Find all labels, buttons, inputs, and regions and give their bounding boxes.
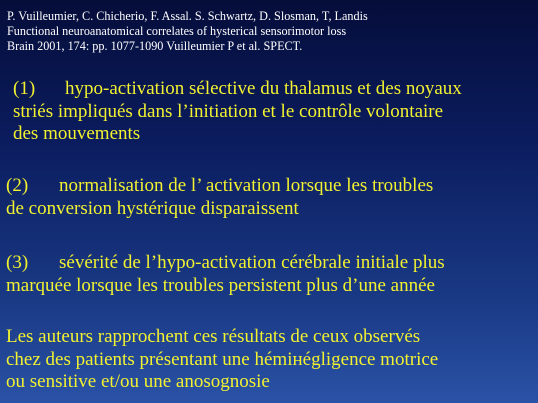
reference-block: [7, 9, 527, 54]
finding-1-line-2: striés impliqués dans l’initiation et le contrôle volontaire: [13, 100, 444, 122]
finding-2-text-1: normalisation de l’ activation lorsque les troubles: [59, 175, 434, 196]
finding-3: [6, 252, 445, 297]
finding-3-number: (3): [6, 252, 29, 273]
finding-2: [6, 175, 433, 220]
conclusion: [6, 326, 438, 394]
reference-authors: P. Vuilleumier, C. Chicherio, F. Assal. S. Schwartz, D. Slosman, T, Landis: [7, 9, 368, 23]
finding-3-line-2: marquée lorsque les troubles persistent plus d’une année: [6, 274, 435, 296]
finding-3-line-1: [6, 252, 445, 275]
finding-1-line-1: [13, 78, 462, 101]
conclusion-line-3: ou sensitive et/ou une anosognosie: [6, 371, 270, 392]
finding-1-text-1: hypo-activation sélective du thalamus et des noyaux: [65, 78, 462, 99]
finding-1-line-3: des mouvements: [13, 123, 141, 144]
finding-1: [13, 78, 462, 146]
reference-title: Functional neuroanatomical correlates of hysterical sensorimotor loss: [7, 24, 347, 38]
finding-3-text-1: sévérité de l’hypo-activation cérébrale initiale plus: [59, 252, 445, 273]
reference-citation: Brain 2001, 174: pp. 1077-1090 Vuilleumier P et al. SPECT.: [7, 39, 303, 53]
conclusion-line-1: Les auteurs rapprochent ces résultats de ceux observés: [6, 326, 421, 347]
finding-1-number: (1): [13, 78, 36, 99]
finding-2-number: (2): [6, 175, 29, 196]
conclusion-line-2: chez des patients présentant une hémінégligence motrice: [6, 348, 439, 370]
finding-2-line-1: [6, 175, 433, 198]
finding-2-line-2: de conversion hystérique disparaissent: [6, 197, 299, 219]
